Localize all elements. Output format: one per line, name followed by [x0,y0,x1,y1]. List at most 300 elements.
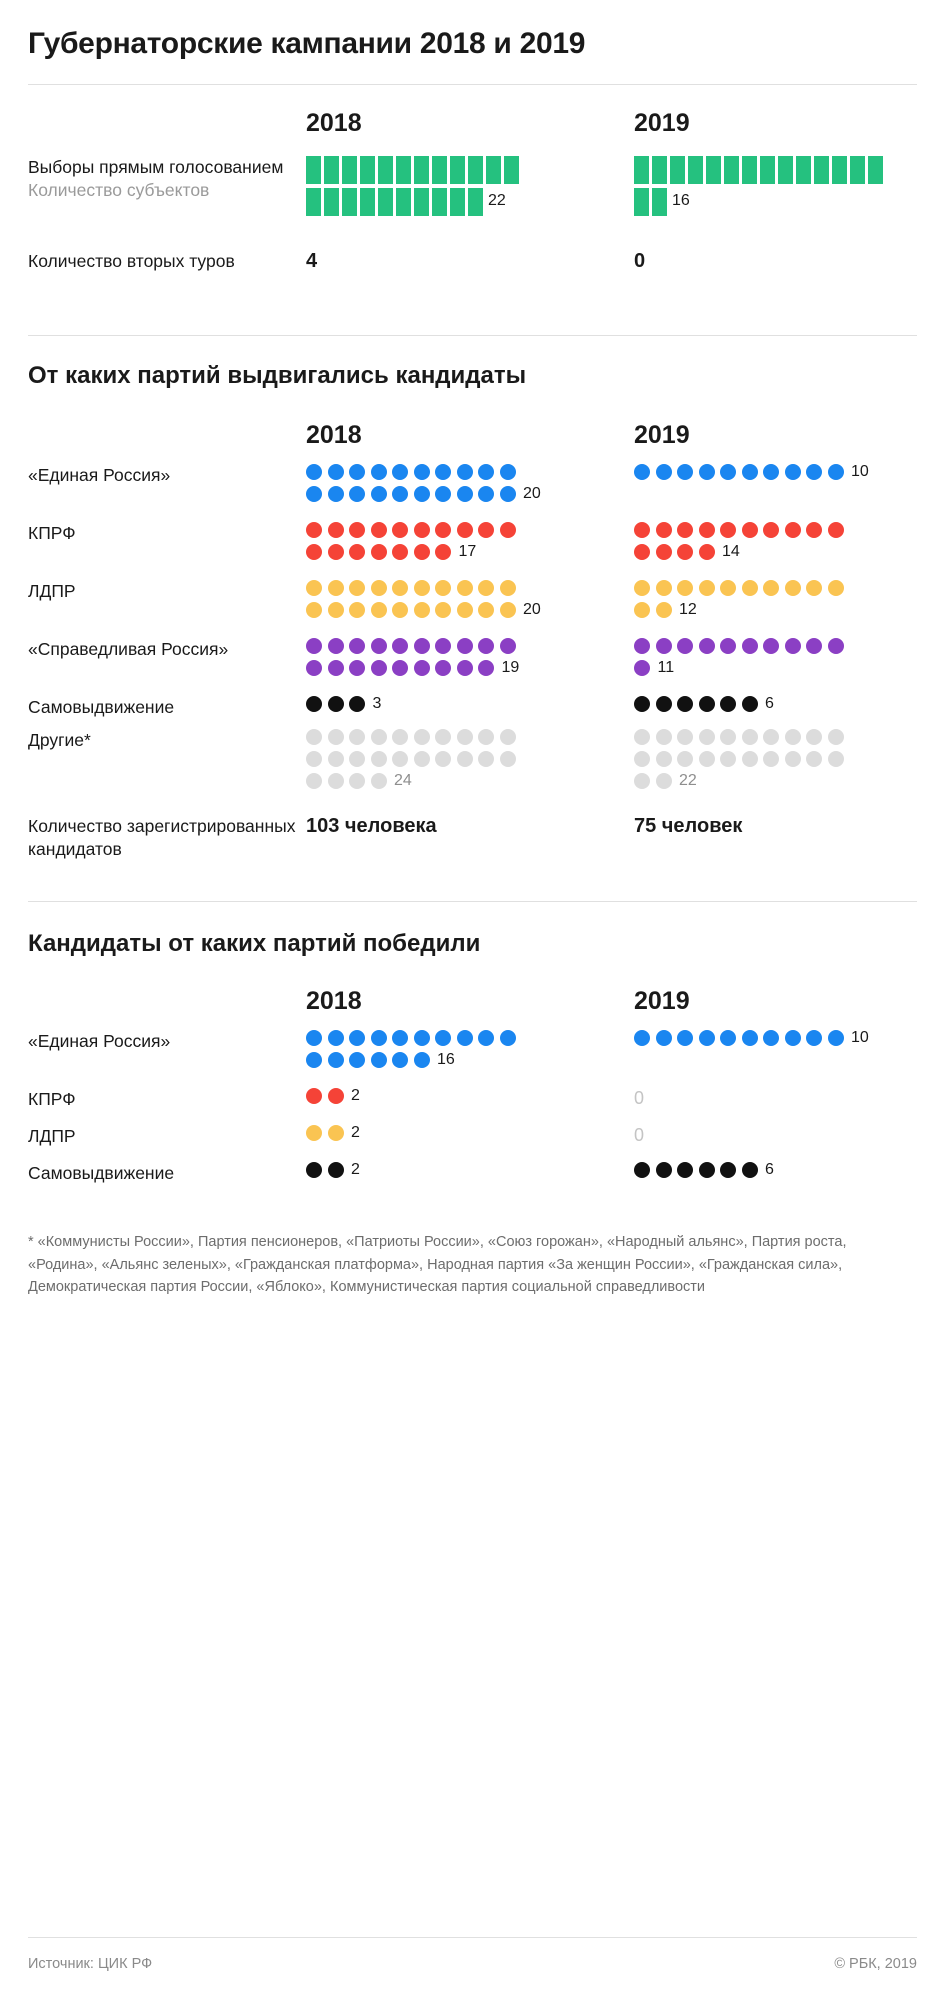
unit-mark [450,188,465,216]
unit-mark [500,580,516,596]
unit-mark [324,156,339,184]
table-row [28,522,945,566]
unit-mark [349,773,365,789]
unit-mark [349,638,365,654]
unit-mark [785,1030,801,1046]
unit-chart-count: 22 [679,771,697,789]
year-header-2019: 2019 [634,109,690,137]
unit-chart-squares [634,156,892,220]
section-winners-table [28,987,945,1185]
unit-mark [349,602,365,618]
unit-mark [478,638,494,654]
unit-mark [468,156,483,184]
unit-mark [435,638,451,654]
unit-mark [688,156,703,184]
unit-mark [720,580,736,596]
unit-chart-squares [306,156,564,220]
unit-mark [328,1088,344,1104]
unit-mark [634,602,650,618]
unit-mark [742,1030,758,1046]
unit-mark [328,1030,344,1046]
unit-mark [414,602,430,618]
unit-mark [435,580,451,596]
unit-mark [349,580,365,596]
unit-mark [868,156,883,184]
value-second-rounds-2018: 4 [306,250,318,272]
unit-mark [656,602,672,618]
unit-mark [414,660,430,676]
value-total-candidates-2018: 103 человека [306,814,437,837]
unit-mark [785,522,801,538]
unit-mark [435,729,451,745]
table-row [28,464,945,508]
unit-mark [349,1052,365,1068]
table-row [28,1162,945,1185]
table-row [28,696,945,719]
unit-mark [832,156,847,184]
row-label-second-rounds [28,250,306,273]
unit-mark [699,729,715,745]
row-label-direct-elections [28,156,306,220]
unit-mark [371,660,387,676]
unit-mark [720,1030,736,1046]
unit-chart-count: 3 [372,694,382,712]
unit-mark [414,580,430,596]
unit-mark [634,464,650,480]
row-label-party-sr: «Справедливая Россия» [28,638,229,659]
unit-mark [785,580,801,596]
unit-mark [742,156,757,184]
unit-mark [457,522,473,538]
row-label-winner-er: «Единая Россия» [28,1030,171,1051]
unit-mark [392,638,408,654]
unit-mark [392,660,408,676]
unit-mark [414,486,430,502]
unit-mark [656,751,672,767]
unit-mark [371,602,387,618]
table-row [28,156,945,220]
unit-mark [778,156,793,184]
unit-mark [306,1162,322,1178]
unit-mark [478,1030,494,1046]
table-row [28,815,945,861]
unit-mark [306,773,322,789]
chart-party-er-2019 [634,464,945,508]
unit-mark [634,773,650,789]
unit-chart-dots [306,729,564,795]
unit-mark [785,638,801,654]
row-label-total-candidates: Количество зарегистрированных кандидатов [28,815,296,860]
row-label-party-kprf: КПРФ [28,522,76,543]
unit-mark [349,464,365,480]
table-row [28,1030,945,1074]
unit-mark [392,1030,408,1046]
table-row [28,580,945,624]
unit-mark [720,1162,736,1178]
value-winner-kprf-2019: 0 [634,1087,645,1108]
unit-mark [328,1125,344,1141]
chart-party-kprf-2018 [306,522,634,566]
year-header-row [28,987,945,1016]
unit-mark [306,638,322,654]
chart-direct-elections-2018 [306,156,634,220]
unit-chart-dots [306,1125,564,1147]
unit-mark [500,1030,516,1046]
year-header-2018: 2018 [306,986,362,1015]
unit-mark [306,729,322,745]
unit-mark [328,602,344,618]
unit-mark [850,156,865,184]
unit-mark [414,522,430,538]
unit-chart-count: 2 [351,1124,360,1142]
unit-mark [435,751,451,767]
unit-mark [414,544,430,560]
unit-mark [414,729,430,745]
unit-mark [324,188,339,216]
unit-mark [328,522,344,538]
unit-chart-count: 10 [851,462,869,480]
unit-chart-dots [306,1088,564,1110]
unit-mark [414,156,429,184]
unit-chart-count: 10 [851,1028,869,1046]
row-label-main: Выборы прямым голосованием [28,157,284,177]
unit-mark [796,156,811,184]
unit-chart-dots [634,729,892,795]
unit-mark [806,729,822,745]
unit-mark [670,156,685,184]
unit-mark [457,751,473,767]
year-header-2019: 2019 [634,986,690,1015]
unit-chart-count: 11 [657,658,675,676]
unit-mark [677,1162,693,1178]
unit-mark [720,751,736,767]
unit-mark [435,660,451,676]
section-title-winners: Кандидаты от каких партий победили [28,930,481,958]
unit-mark [699,1162,715,1178]
unit-mark [478,602,494,618]
unit-mark [392,1052,408,1068]
unit-mark [478,660,494,676]
unit-mark [414,638,430,654]
chart-winner-self-2018 [306,1162,634,1185]
unit-mark [328,638,344,654]
unit-mark [634,188,649,216]
unit-mark [706,156,721,184]
section-nominations-table [28,421,945,861]
unit-mark [763,464,779,480]
unit-chart-dots [634,1162,892,1184]
unit-mark [760,156,775,184]
chart-party-ldpr-2019 [634,580,945,624]
unit-mark [742,580,758,596]
chart-self-nominated-2018 [306,696,634,719]
unit-mark [371,544,387,560]
unit-mark [435,522,451,538]
chart-party-ldpr-2018 [306,580,634,624]
unit-mark [306,751,322,767]
unit-chart-dots [306,464,564,508]
row-label-other-parties: Другие* [28,729,91,750]
unit-mark [656,1162,672,1178]
unit-mark [742,751,758,767]
unit-chart-dots [634,1030,892,1052]
unit-mark [656,638,672,654]
unit-chart-dots [306,1162,564,1184]
unit-mark [435,544,451,560]
chart-other-parties-2018 [306,729,634,795]
unit-mark [677,1030,693,1046]
unit-chart-count: 24 [394,771,412,789]
unit-mark [724,156,739,184]
row-label-self-nominated: Самовыдвижение [28,696,175,717]
unit-mark [677,544,693,560]
value-total-candidates-2019: 75 человек [634,814,743,837]
unit-mark [500,486,516,502]
copyright-label: © РБК, 2019 [834,1956,917,1972]
unit-mark [699,1030,715,1046]
unit-mark [634,1162,650,1178]
unit-mark [720,638,736,654]
unit-mark [306,602,322,618]
unit-mark [720,522,736,538]
value-second-rounds-2019: 0 [634,250,646,272]
chart-winner-self-2019 [634,1162,945,1185]
chart-party-sr-2018 [306,638,634,682]
chart-winner-kprf-2018 [306,1088,634,1111]
unit-chart-dots [306,638,564,682]
year-header-row [28,421,945,450]
unit-mark [349,486,365,502]
unit-mark [656,729,672,745]
chart-party-er-2018 [306,464,634,508]
unit-mark [392,544,408,560]
unit-mark [828,1030,844,1046]
unit-mark [763,522,779,538]
unit-mark [500,638,516,654]
unit-chart-count: 17 [458,542,477,560]
unit-mark [699,522,715,538]
unit-mark [435,464,451,480]
chart-winner-er-2018 [306,1030,634,1074]
unit-mark [342,188,357,216]
unit-mark [414,188,429,216]
unit-mark [360,188,375,216]
unit-mark [306,1052,322,1068]
unit-mark [814,156,829,184]
unit-mark [457,464,473,480]
year-header-2019: 2019 [634,420,690,449]
unit-mark [806,580,822,596]
unit-mark [652,156,667,184]
section-title-nominations: От каких партий выдвигались кандидаты [28,362,527,390]
unit-mark [457,1030,473,1046]
chart-winner-er-2019 [634,1030,945,1074]
unit-mark [742,464,758,480]
unit-mark [306,156,321,184]
section-elections-table [28,109,945,273]
unit-mark [306,486,322,502]
page-title: Губернаторские кампании 2018 и 2019 [28,27,586,60]
unit-mark [360,156,375,184]
unit-mark [392,751,408,767]
unit-mark [500,464,516,480]
unit-mark [432,156,447,184]
unit-mark [677,729,693,745]
chart-other-parties-2019 [634,729,945,795]
row-label-winner-self: Самовыдвижение [28,1163,175,1184]
unit-mark [634,751,650,767]
unit-mark [392,464,408,480]
unit-mark [699,464,715,480]
unit-chart-count: 2 [351,1086,360,1104]
unit-mark [414,751,430,767]
unit-mark [435,1030,451,1046]
unit-mark [763,1030,779,1046]
unit-mark [806,638,822,654]
unit-mark [785,751,801,767]
unit-mark [457,602,473,618]
unit-mark [414,464,430,480]
unit-mark [432,188,447,216]
unit-mark [763,638,779,654]
unit-mark [634,156,649,184]
unit-mark [371,1052,387,1068]
unit-mark [656,522,672,538]
unit-chart-count: 14 [722,542,740,560]
unit-mark [392,486,408,502]
row-label-winner-kprf: КПРФ [28,1088,76,1109]
unit-mark [806,1030,822,1046]
unit-mark [371,773,387,789]
unit-mark [328,544,344,560]
unit-chart-dots [634,522,892,566]
year-header-2018: 2018 [306,109,362,137]
unit-mark [457,729,473,745]
unit-mark [500,751,516,767]
unit-mark [306,1088,322,1104]
unit-mark [392,522,408,538]
unit-mark [306,1030,322,1046]
unit-mark [634,729,650,745]
unit-mark [371,580,387,596]
unit-mark [652,188,667,216]
unit-mark [371,464,387,480]
row-label-party-er: «Единая Россия» [28,464,171,485]
unit-chart-dots [306,522,564,566]
unit-mark [414,1030,430,1046]
unit-chart-count: 20 [523,484,541,502]
unit-mark [763,580,779,596]
unit-mark [828,580,844,596]
unit-mark [656,773,672,789]
unit-mark [378,188,393,216]
unit-mark [306,188,321,216]
unit-mark [806,522,822,538]
unit-mark [806,751,822,767]
unit-mark [500,729,516,745]
unit-mark [468,188,483,216]
unit-mark [504,156,519,184]
unit-mark [742,1162,758,1178]
unit-mark [828,729,844,745]
unit-mark [371,522,387,538]
unit-mark [634,544,650,560]
unit-mark [720,696,736,712]
source-label: Источник: ЦИК РФ [28,1956,153,1972]
unit-mark [634,522,650,538]
unit-mark [396,188,411,216]
unit-chart-dots [634,464,892,486]
unit-mark [457,638,473,654]
chart-party-sr-2019 [634,638,945,682]
unit-chart-dots [634,696,892,718]
unit-mark [328,486,344,502]
unit-mark [828,751,844,767]
unit-mark [677,696,693,712]
unit-mark [392,580,408,596]
unit-mark [699,696,715,712]
unit-mark [306,522,322,538]
unit-chart-dots [306,580,564,624]
table-row [28,1125,945,1148]
footer-bar [28,1956,917,1972]
unit-mark [392,729,408,745]
unit-mark [677,522,693,538]
unit-mark [457,660,473,676]
unit-mark [720,464,736,480]
unit-mark [478,522,494,538]
unit-mark [349,660,365,676]
unit-mark [328,660,344,676]
unit-mark [349,696,365,712]
unit-mark [306,580,322,596]
unit-mark [392,602,408,618]
unit-mark [656,696,672,712]
unit-mark [634,580,650,596]
chart-party-kprf-2019 [634,522,945,566]
unit-mark [371,729,387,745]
unit-chart-count: 20 [523,600,541,618]
unit-mark [634,696,650,712]
row-label-sub: Количество субъектов [28,180,210,201]
unit-mark [656,464,672,480]
unit-mark [371,486,387,502]
unit-mark [342,156,357,184]
unit-mark [656,1030,672,1046]
row-label-party-ldpr: ЛДПР [28,580,76,601]
year-header-row [28,109,945,138]
unit-mark [699,544,715,560]
unit-mark [435,602,451,618]
unit-chart-count: 16 [437,1050,455,1068]
unit-mark [500,602,516,618]
unit-mark [677,464,693,480]
unit-chart-count: 22 [488,192,506,209]
unit-chart-count: 16 [672,192,690,209]
unit-chart-count: 12 [679,600,697,618]
unit-mark [699,580,715,596]
unit-mark [478,729,494,745]
unit-mark [478,464,494,480]
unit-mark [306,464,322,480]
unit-mark [656,544,672,560]
unit-chart-dots [634,580,892,624]
unit-mark [371,1030,387,1046]
divider-footer [28,1937,917,1938]
unit-mark [349,544,365,560]
table-row [28,729,945,795]
unit-mark [478,486,494,502]
